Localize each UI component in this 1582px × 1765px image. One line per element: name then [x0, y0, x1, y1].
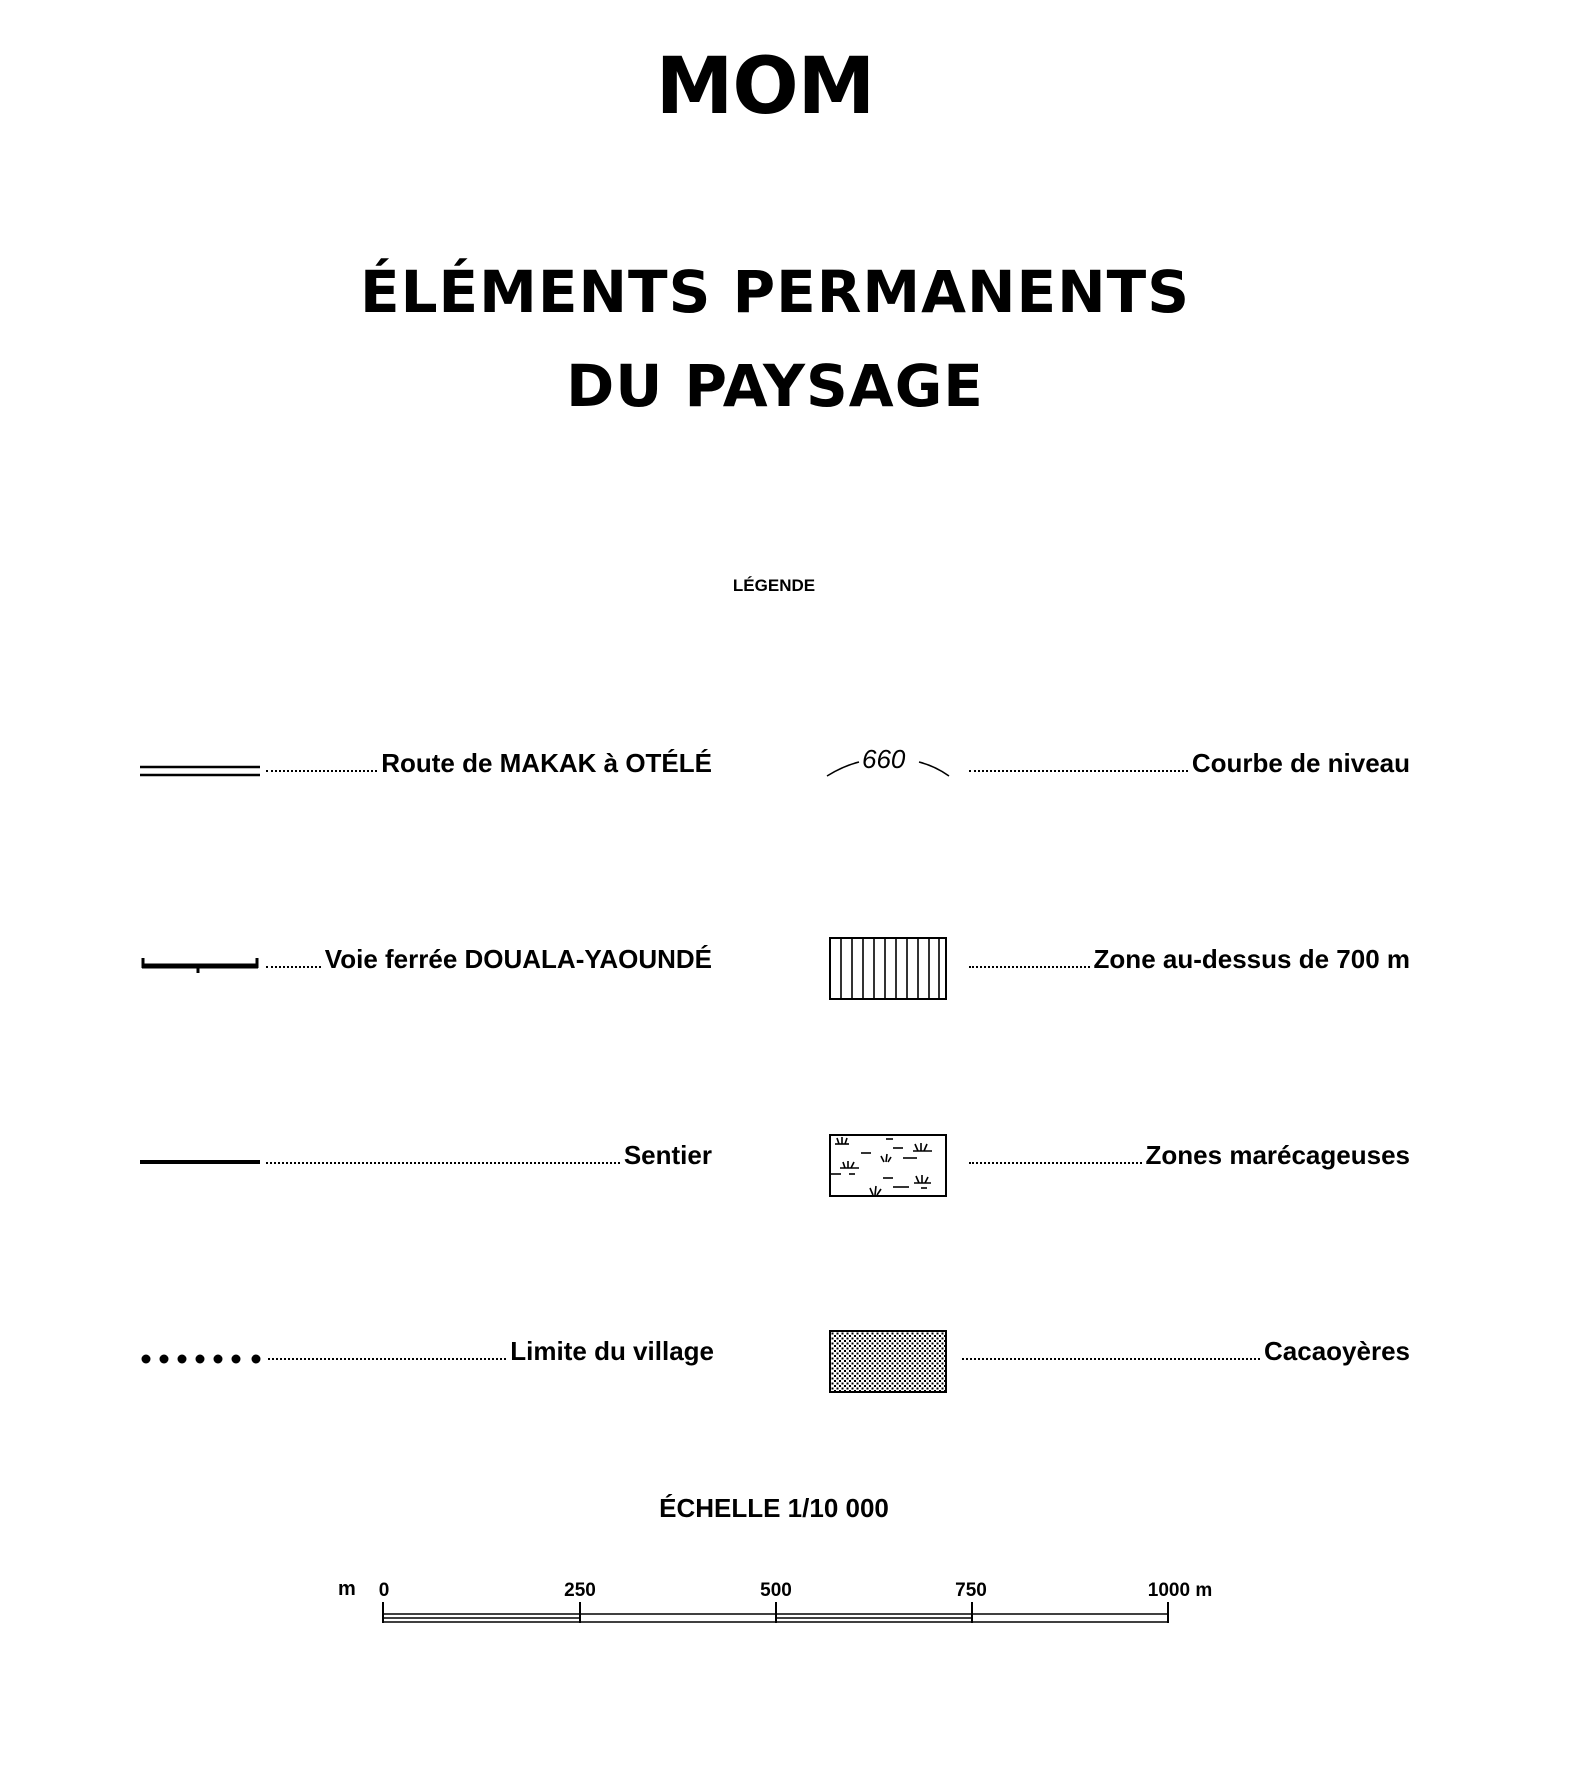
stipple-box-icon	[829, 1330, 949, 1394]
marsh-box-icon	[829, 1134, 949, 1198]
contour-elevation-label: 660	[862, 744, 906, 774]
double-line-road-icon	[140, 764, 262, 780]
legend-label: Route de MAKAK à OTÉLÉ	[381, 748, 712, 778]
scale-tick-500: 500	[760, 1580, 792, 1601]
map-title: MOM	[655, 42, 875, 132]
legend-label: Zone au-dessus de 700 m	[1093, 944, 1410, 974]
leader-dots	[969, 966, 1090, 968]
legend-label: Courbe de niveau	[1191, 748, 1410, 778]
legend-title: LÉGENDE	[732, 576, 816, 595]
leader-dots	[268, 1358, 506, 1360]
leader-dots	[266, 966, 321, 968]
railway-icon	[140, 952, 262, 974]
legend-label: Sentier	[623, 1140, 712, 1170]
scale-tick-250: 250	[564, 1580, 596, 1601]
leader-dots	[969, 770, 1188, 772]
vertical-hatch-box-icon	[829, 937, 949, 1001]
legend-label: Voie ferrée DOUALA-YAOUNDÉ	[324, 944, 712, 974]
dotted-boundary-icon	[140, 1352, 264, 1366]
leader-dots	[266, 770, 377, 772]
legend-label: Limite du village	[510, 1336, 714, 1366]
map-subtitle-line1: ÉLÉMENTS PERMANENTS	[359, 258, 1191, 326]
legend-label: Cacaoyères	[1264, 1336, 1410, 1366]
scale-unit-left: m	[338, 1578, 356, 1600]
scale-tick-1000: 1000 m	[1147, 1580, 1213, 1601]
scale-title: ÉCHELLE 1/10 000	[659, 1493, 889, 1523]
scale-tick-750: 750	[955, 1580, 987, 1601]
solid-line-path-icon	[140, 1158, 262, 1166]
leader-dots	[969, 1162, 1142, 1164]
map-subtitle-line2: DU PAYSAGE	[566, 352, 984, 420]
leader-dots	[962, 1358, 1260, 1360]
scale-bar-graphic	[380, 1600, 1172, 1624]
scale-tick-0: 0	[378, 1580, 390, 1601]
leader-dots	[266, 1162, 620, 1164]
legend-label: Zones marécageuses	[1145, 1140, 1410, 1170]
